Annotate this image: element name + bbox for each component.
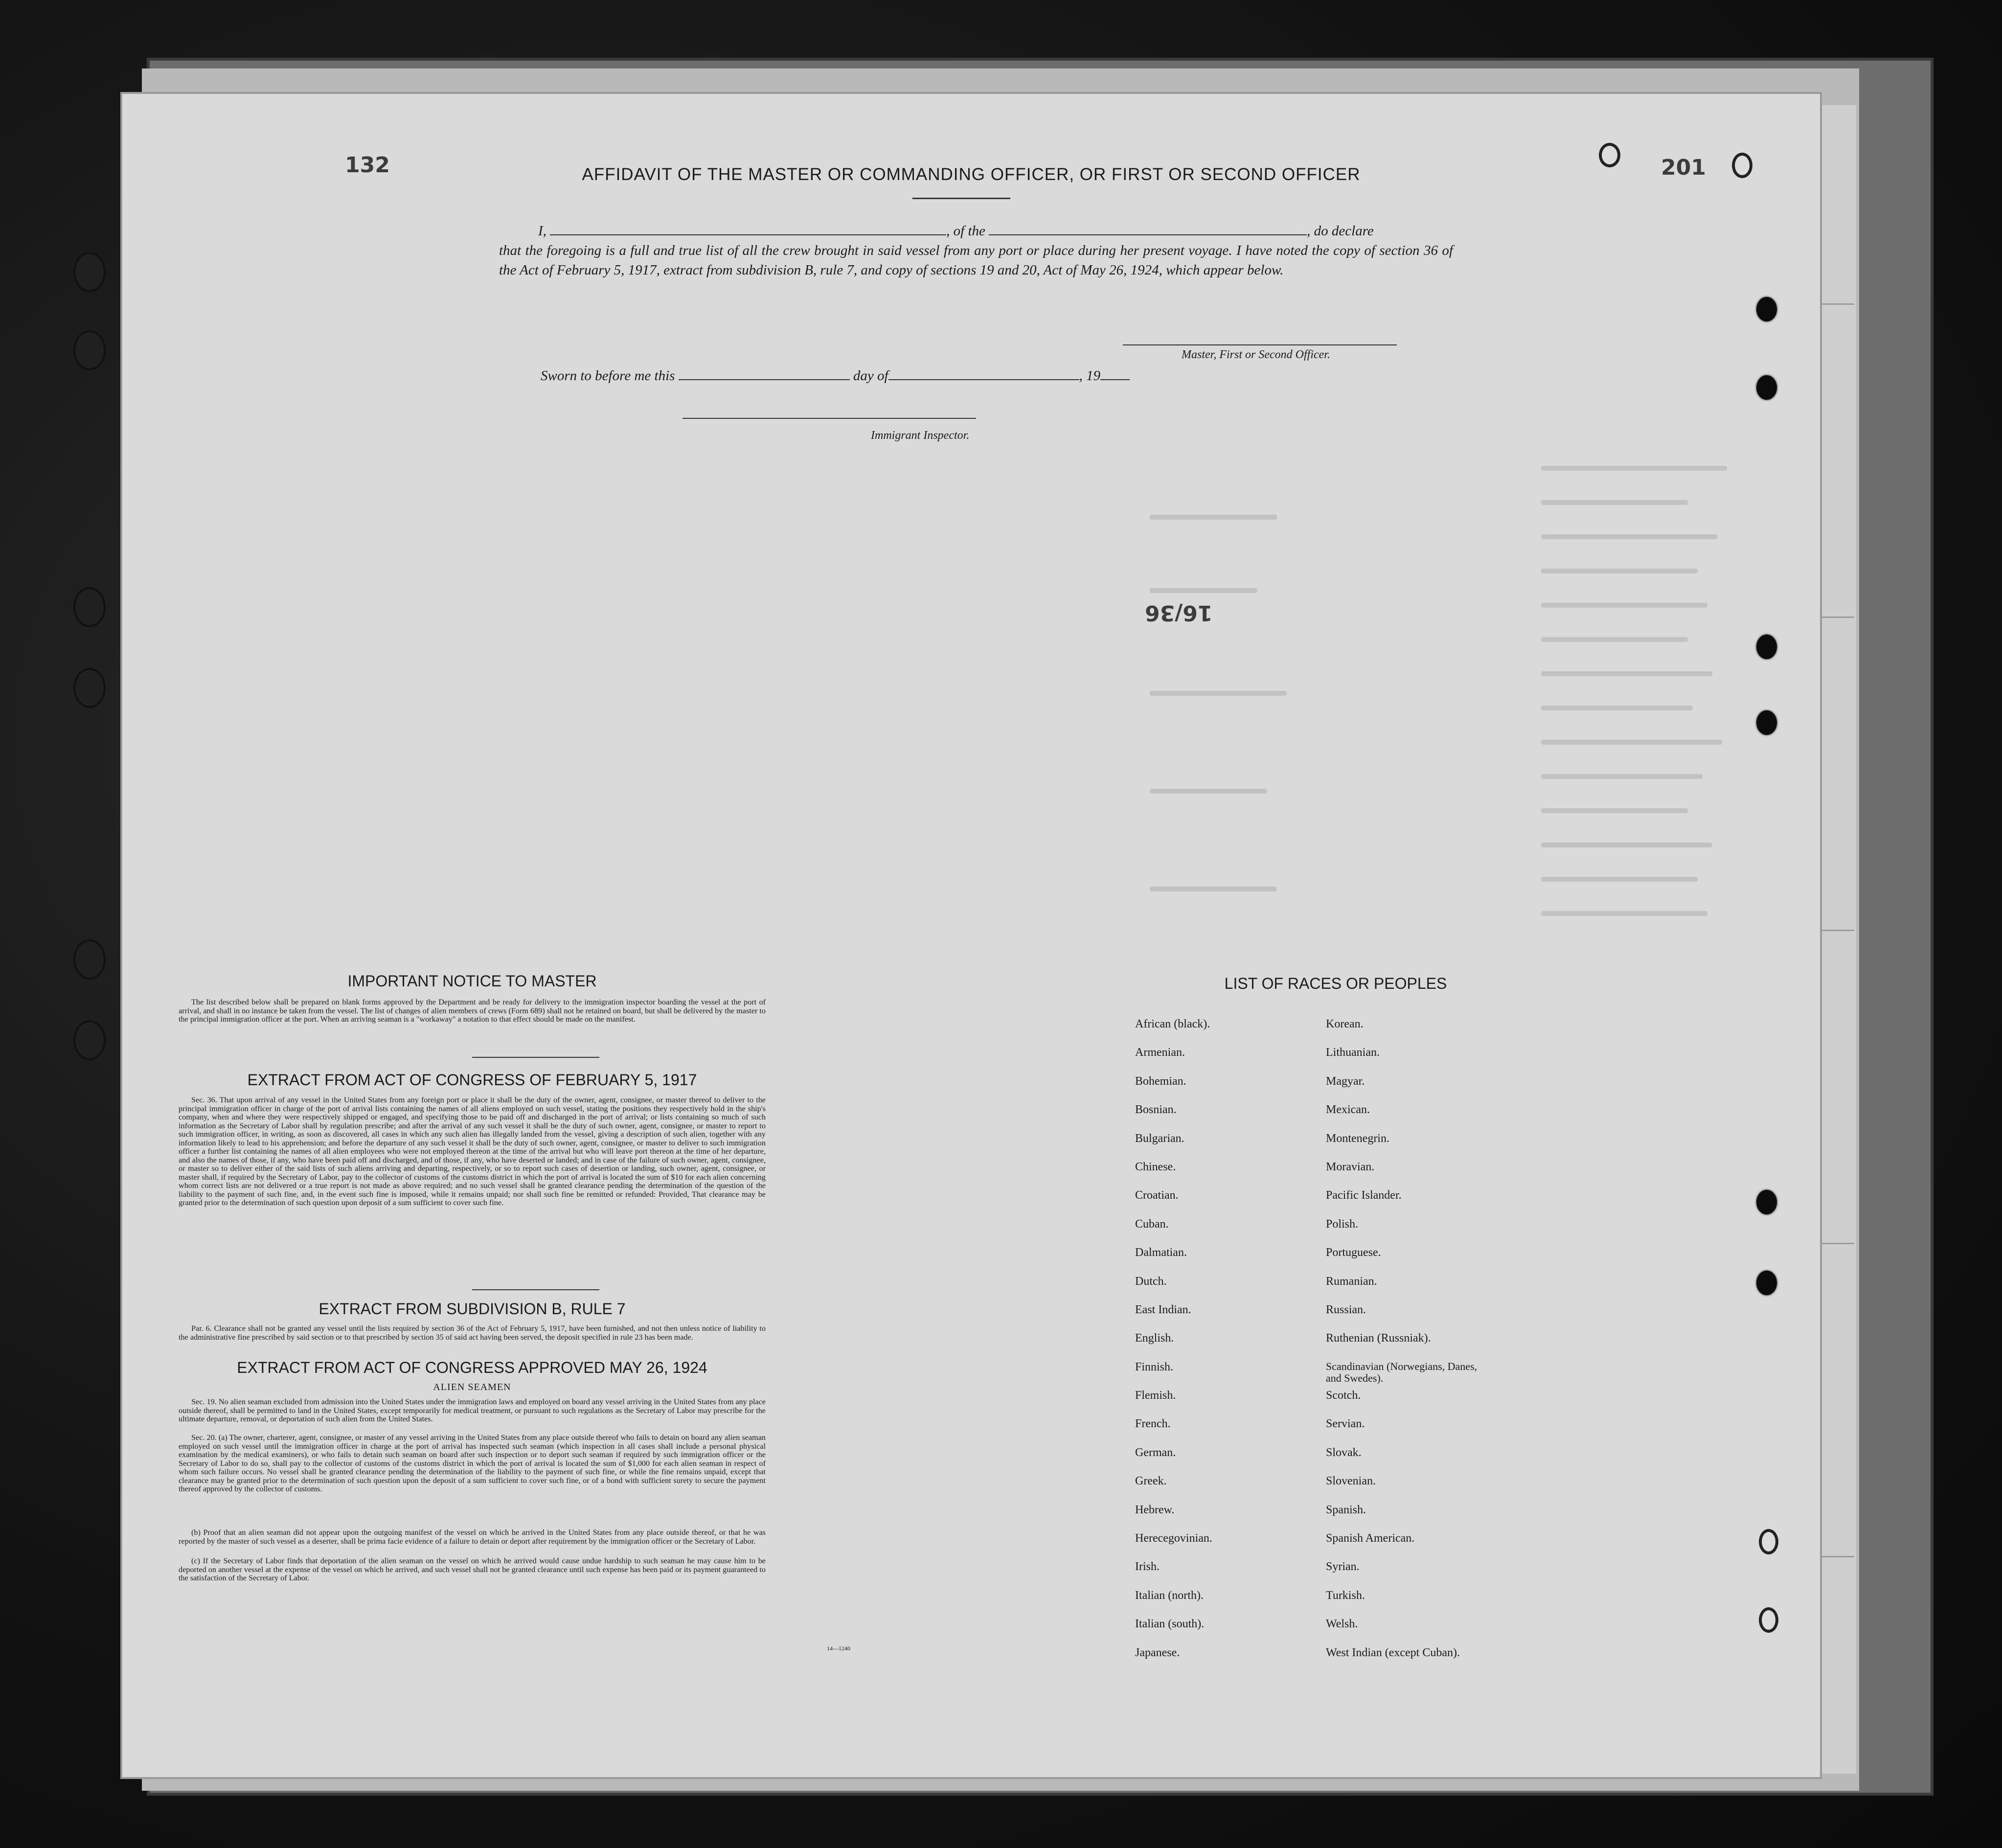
race-item: Welsh. — [1326, 1618, 1358, 1631]
punch-hole — [1759, 1607, 1778, 1633]
section-rule — [472, 1057, 599, 1058]
race-item: German. — [1135, 1446, 1176, 1459]
race-item: Dutch. — [1135, 1275, 1167, 1288]
race-item: Bulgarian. — [1135, 1132, 1184, 1145]
punch-hole — [73, 330, 106, 370]
punch-hole — [73, 1020, 106, 1060]
month-blank[interactable] — [888, 368, 1079, 380]
punch-hole — [1759, 1529, 1778, 1554]
strip-rule — [1820, 303, 1854, 305]
punch-hole — [1756, 1271, 1777, 1295]
sec-19-text: Sec. 19. No alien seaman excluded from admission into the United States under the immigration laws and employed on board any vessel arriving in the United States from any place outside thereof, shall be permitted to land in the United States, except temporarily for medical treatment, or pursuant to such regulations as the Secretary of Labor may prescribe for the ultimate departure, removal, or deportation of such alien from the United States. — [179, 1397, 766, 1423]
strip-rule — [1820, 1556, 1854, 1557]
year-text: , 19 — [1079, 368, 1101, 384]
year-blank[interactable] — [1100, 368, 1130, 380]
master-signature-line[interactable] — [1123, 344, 1397, 345]
race-item: Turkish. — [1326, 1589, 1365, 1602]
handwritten-stamp: 16/36 — [1145, 600, 1213, 625]
notice-title: IMPORTANT NOTICE TO MASTER — [347, 972, 597, 990]
race-item: Chinese. — [1135, 1160, 1176, 1173]
race-item: Syrian. — [1326, 1560, 1360, 1574]
extract-1924-title: EXTRACT FROM ACT OF CONGRESS APPROVED MAY 26, 1924 — [237, 1359, 707, 1376]
race-item: Herecegovinian. — [1135, 1532, 1212, 1545]
race-item: English. — [1135, 1332, 1174, 1345]
title-rule — [912, 198, 1010, 199]
race-item: Croatian. — [1135, 1189, 1179, 1202]
vessel-blank[interactable] — [989, 224, 1307, 235]
race-item: East Indian. — [1135, 1303, 1191, 1316]
race-item: Irish. — [1135, 1560, 1160, 1574]
punch-hole — [1756, 297, 1777, 321]
affidavit-title: AFFIDAVIT OF THE MASTER OR COMMANDING OFFICER, OR FIRST OR SECOND OFFICER — [582, 165, 1361, 184]
race-item: Greek. — [1135, 1475, 1167, 1488]
notice-text: The list described below shall be prepared on blank forms approved by the Department and be ready for delivery to the immigration inspector boarding the vessel at the port of arrival, and shall in no instance be taken from the vessel. The list of changes of alien members of crews (Form 689) shall not be retained on board, but shall be delivered by the master to the principal immigration officer at the port. When an arriving seaman is a "workaway" a notation to that effect should be made on the manifest. — [179, 998, 766, 1024]
race-item: Russian. — [1326, 1303, 1366, 1316]
sec-20a-text: Sec. 20. (a) The owner, charterer, agent, consignee, or master of any vessel arriving in the United States from any place outside thereof who fails to detain on board any alien seaman employed on such vessel until the immigration officer in charge at the port of arrival has inspected such seaman (which inspection in all cases shall include a personal physical examination by the medical examiners), or who fails to detain such seaman on board after such inspection or to deport such seaman if required by such immigration officer or the Secretary of Labor to do so, shall pay to the collector of customs of the customs district in which the port of arrival is located the sum of $1,000 for each alien seaman in respect of whom such failure occurs. No vessel shall be granted clearance pending the determination of the liability to the payment of such fine, or while the fine remains unpaid, except that clearance may be granted prior to the determination of such question upon the deposit of a sum sufficient to cover such fine, or of a bond with sufficient surety to secure the payment thereof approved by the collector of customs. — [179, 1433, 766, 1493]
punch-hole — [1756, 375, 1777, 400]
race-item: Lithuanian. — [1326, 1046, 1380, 1059]
sec-20b-text: (b) Proof that an alien seaman did not appear upon the outgoing manifest of the vessel on which he arrived in the United States from any place outside thereof, or that he was reported by the master of such vessel as a deserter, shall be prima facie evidence of a failure to detain or deport after requirement by the immigration officer or the Secretary of Labor. — [179, 1528, 766, 1546]
race-item: Moravian. — [1326, 1160, 1375, 1173]
race-item: African (black). — [1135, 1018, 1210, 1030]
handwritten-number: 201 — [1661, 155, 1706, 180]
race-item: Servian. — [1326, 1417, 1365, 1431]
strip-rule — [1820, 616, 1854, 618]
race-item: Bosnian. — [1135, 1103, 1177, 1117]
punch-hole — [1756, 1190, 1777, 1214]
inspector-signature-line[interactable] — [682, 418, 976, 419]
race-item: Rumanian. — [1326, 1275, 1377, 1288]
affidavit-text: that the foregoing is a full and true list of all the crew brought in said vessel from any port or place during her present voyage. I have noted the copy of section 36 of the Act of February 5, 1917, extract from subdivision B, rule 7, and copy of sections 19 and 20, Act of May 26, 1924, which appear below. — [499, 243, 1453, 278]
punch-hole — [73, 252, 106, 292]
race-item: Bohemian. — [1135, 1074, 1186, 1088]
extract-rule7-text: Par. 6. Clearance shall not be granted any vessel until the lists required by section 36 of the Act of February 5, 1917, have been furnished, and not then unless notice of liability to the administrative fine prescribed by said section or to that prescribed by section 35 of said act having been served, the deposit specified in rule 23 has been made. — [179, 1324, 766, 1342]
race-item: Hebrew. — [1135, 1503, 1175, 1516]
race-item: Cuban. — [1135, 1217, 1169, 1231]
section-rule — [472, 1289, 599, 1290]
page-edge-strip — [1820, 105, 1856, 1774]
race-item: Spanish American. — [1326, 1532, 1415, 1545]
alien-seamen-subtitle: ALIEN SEAMEN — [433, 1382, 511, 1392]
handwritten-number: 132 — [345, 153, 390, 178]
race-item: Portuguese. — [1326, 1246, 1381, 1259]
strip-rule — [1820, 930, 1854, 931]
sec-20c-text: (c) If the Secretary of Labor finds that deportation of the alien seaman on the vessel on which he arrived would cause undue hardship to such seaman he may cause him to be deported on another vessel at the expense of the vessel on which he arrived, and such vessel shall not be granted clearance until such expense has been paid or its payment guaranteed to the satisfaction of the Secretary of Labor. — [179, 1556, 766, 1582]
affidavit-i: I, — [538, 223, 546, 239]
affidavit-page — [122, 94, 1820, 1777]
name-blank[interactable] — [550, 224, 946, 235]
punch-hole — [73, 939, 106, 980]
races-column-1 — [1135, 1018, 1212, 1675]
day-blank[interactable] — [679, 368, 850, 380]
race-item: Mexican. — [1326, 1103, 1370, 1117]
affidavit-body — [499, 221, 1453, 280]
sworn-text: Sworn to before me this — [541, 368, 675, 384]
race-item: Italian (south). — [1135, 1618, 1205, 1631]
race-item: Magyar. — [1326, 1074, 1365, 1088]
punch-hole — [1599, 143, 1620, 167]
races-column-2 — [1326, 1018, 1487, 1675]
race-item: Polish. — [1326, 1217, 1359, 1231]
form-number: 14—1240 — [827, 1645, 850, 1652]
extract-rule7-title: EXTRACT FROM SUBDIVISION B, RULE 7 — [318, 1300, 626, 1318]
race-item: Italian (north). — [1135, 1589, 1204, 1602]
punch-hole — [1756, 635, 1777, 659]
race-item: Slovenian. — [1326, 1475, 1376, 1488]
race-item: Finnish. — [1135, 1360, 1174, 1373]
race-item: Montenegrin. — [1326, 1132, 1389, 1145]
race-item: Pacific Islander. — [1326, 1189, 1402, 1202]
affidavit-declare: , do declare — [1307, 223, 1374, 239]
day-of-text: day of — [853, 368, 888, 384]
sworn-line — [541, 368, 1130, 384]
race-item: West Indian (except Cuban). — [1326, 1646, 1460, 1659]
race-item: Scotch. — [1326, 1389, 1361, 1402]
master-caption: Master, First or Second Officer. — [1182, 348, 1330, 361]
strip-rule — [1820, 1243, 1854, 1244]
punch-hole — [73, 587, 106, 627]
race-item: French. — [1135, 1417, 1171, 1431]
race-item: Japanese. — [1135, 1646, 1180, 1659]
race-item: Ruthenian (Russniak). — [1326, 1332, 1431, 1345]
punch-hole — [1732, 153, 1752, 178]
race-item: Korean. — [1326, 1018, 1364, 1030]
extract-1917-title: EXTRACT FROM ACT OF CONGRESS OF FEBRUARY 5, 1917 — [247, 1071, 697, 1089]
extract-1917-text: Sec. 36. That upon arrival of any vessel in the United States from any foreign port or place it shall be the duty of the owner, agent, consignee, or master thereof to deliver to the principal immigration officer in charge of the port of arrival lists containing the names of all aliens employed on such vessel, stating the positions they respectively hold in the ship's company, when and where they were respectively shipped or engaged, and specifying those to be paid off and discharged in the port of arrival; or lists containing so much of such information as the Secretary of Labor shall by regulation prescribe; and after the arrival of any such vessel it shall be the duty of such owner, agent, consignee, or master to report to such immigration officer, in writing, as soon as discovered, all cases in which any such alien has illegally landed from the vessel, giving a description of such alien, together with any information likely to lead to his apprehension; and before the departure of any such vessel it shall be the duty of such owner, agent, consignee, or master to deliver to such immigration officer a further list containing the names of all alien employees who were not employed thereon at the time of the arrival but who will leave port thereon at the time of her departure, and also the names of those, if any, who have been paid off and discharged, and of those, if any, who have deserted or landed; and in case of the failure of such owner, agent, consignee, or master so to deliver either of the said lists of such aliens arriving and departing, respectively, or so to report such cases of desertion or landing, such owner, agent, consignee, or master shall, if required by the Secretary of Labor, pay to the collector of customs of the customs district in which the port of arrival is located the sum of $10 for each alien concerning whom correct lists are not delivered or a true report is not made as above required; and no such vessel shall be granted clearance pending the determination of the question of the liability to the payment of such fine, and, in the event such fine is imposed, while it remains unpaid; nor shall such fine be remitted or refunded: Provided, That clearance may be granted prior to the determination of such question upon deposit of a sum sufficient to cover such fine. — [179, 1095, 766, 1207]
races-title: LIST OF RACES OR PEOPLES — [1224, 975, 1447, 992]
inspector-caption: Immigrant Inspector. — [871, 429, 970, 442]
punch-hole — [1756, 710, 1777, 735]
race-item: Dalmatian. — [1135, 1246, 1187, 1259]
race-item: Flemish. — [1135, 1389, 1176, 1402]
race-item: Scandinavian (Norwegians, Danes, and Swedes). — [1326, 1360, 1478, 1384]
punch-hole — [73, 668, 106, 708]
race-item: Armenian. — [1135, 1046, 1185, 1059]
race-item: Slovak. — [1326, 1446, 1362, 1459]
race-item: Spanish. — [1326, 1503, 1366, 1516]
affidavit-of-the: , of the — [946, 223, 985, 239]
